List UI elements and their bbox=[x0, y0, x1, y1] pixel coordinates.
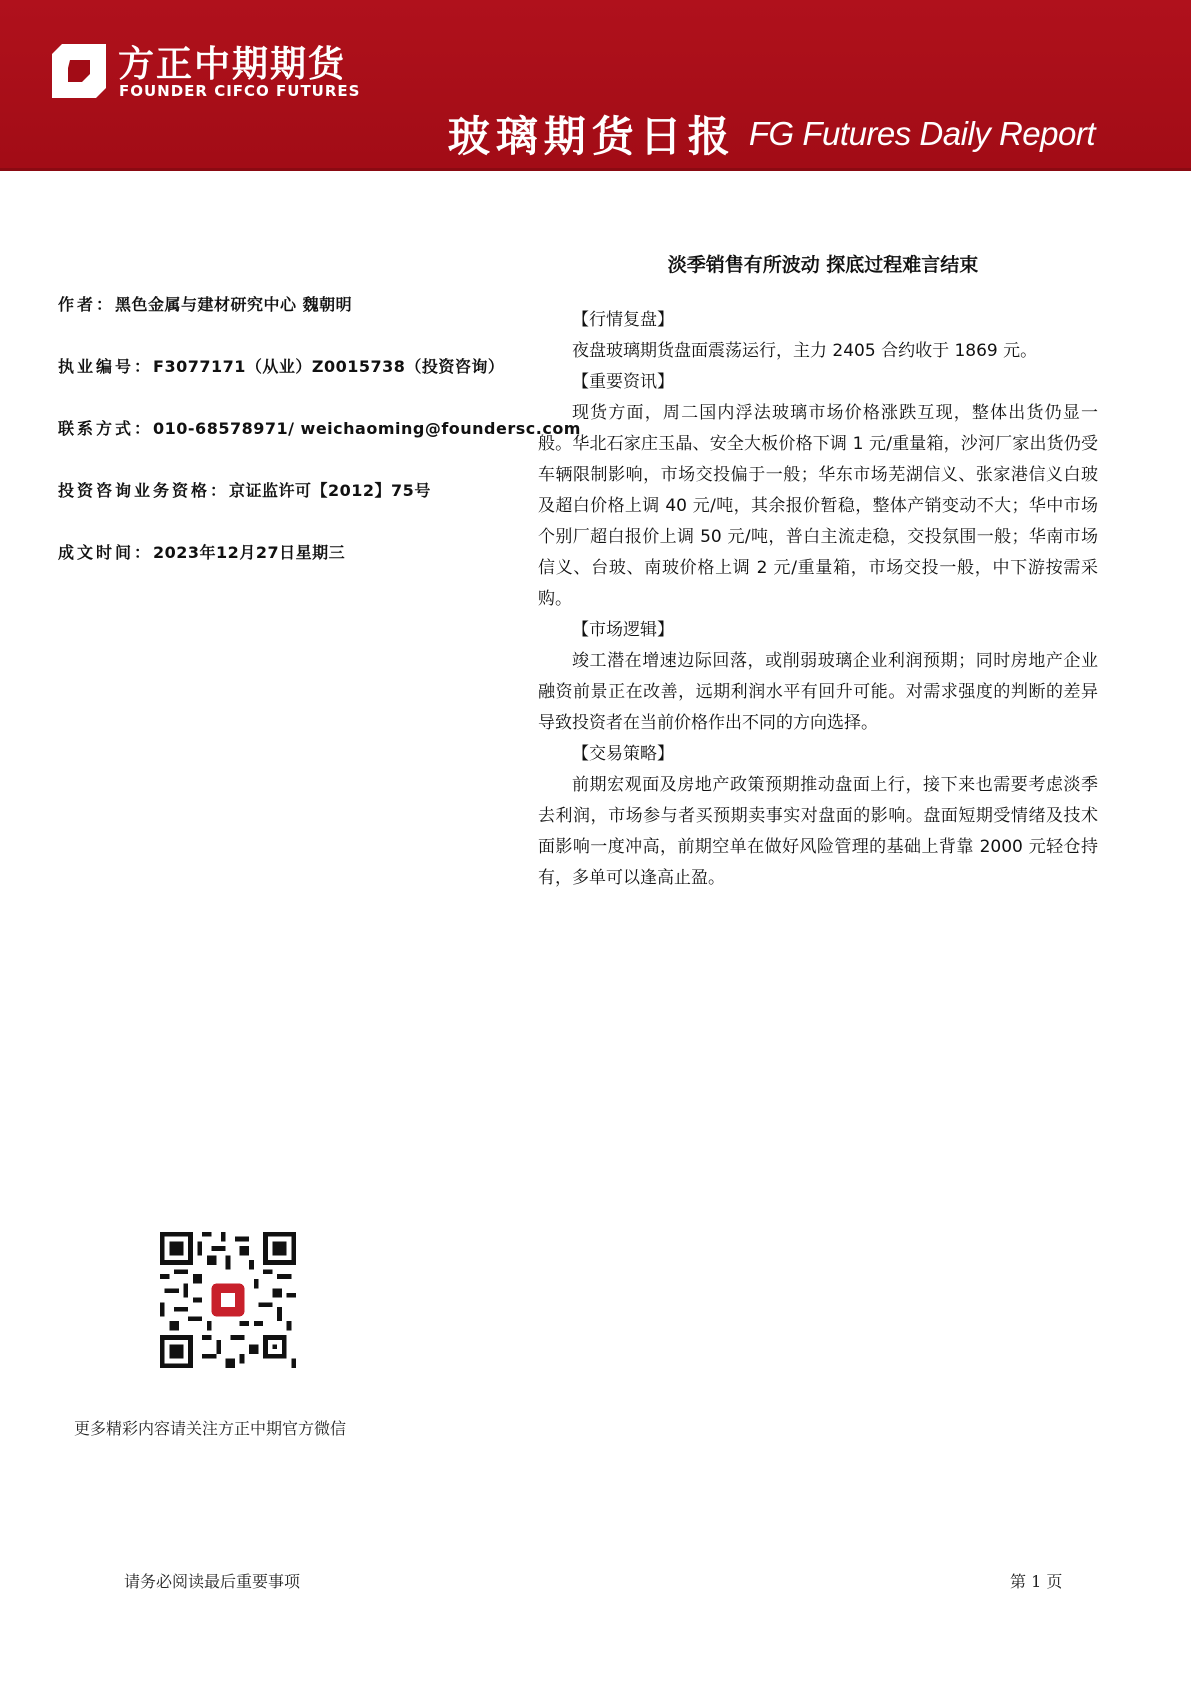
license-label: 执业编号： bbox=[58, 357, 154, 376]
article-body bbox=[538, 250, 1098, 894]
founder-logo-icon bbox=[48, 40, 110, 102]
report-title-cn: 玻璃期货日报 bbox=[447, 112, 736, 161]
contact-label: 联系方式： bbox=[58, 419, 154, 438]
qr-caption: 更多精彩内容请关注方正中期官方微信 bbox=[74, 1419, 347, 1438]
report-title bbox=[448, 104, 1095, 164]
section-paragraph: 现货方面，周二国内浮法玻璃市场价格涨跌互现，整体出货仍显一般。华北石家庄玉晶、安全大板价格下调 1 元/重量箱，沙河厂家出货仍受车辆限制影响，市场交投偏于一般；华东市场芜湖信义、张家港信义白玻及超白价格上调 40 元/吨，其余报价暂稳，整体产销变动不大；华中市场个别厂超白报价上调 50 元/吨，普白主流走稳，交投氛围一般；华南市场信义、台玻、南玻价格上调 2 元/重量箱，市场交投一般，中下游按需采购。 bbox=[538, 403, 1098, 609]
author-label: 作者： bbox=[58, 295, 116, 314]
footer-page-number: 第 1 页 bbox=[1010, 1572, 1063, 1591]
wechat-qr-code-icon[interactable] bbox=[160, 1232, 296, 1368]
section-heading: 【市场逻辑】 bbox=[572, 620, 674, 640]
license-value: F3077171（从业）Z0015738（投资咨询） bbox=[153, 357, 505, 376]
report-header bbox=[0, 0, 1191, 171]
logo-company-name-en: FOUNDER CIFCO FUTURES bbox=[119, 82, 361, 100]
date-line bbox=[58, 540, 528, 602]
qualification-value: 京证监许可【2012】75号 bbox=[229, 481, 431, 500]
footer-notice: 请务必阅读最后重要事项 bbox=[124, 1572, 301, 1591]
section-paragraph: 竣工潜在增速边际回落，或削弱玻璃企业利润预期；同时房地产企业融资前景正在改善，远期利润水平有回升可能。对需求强度的判断的差异导致投资者在当前价格作出不同的方向选择。 bbox=[538, 651, 1098, 733]
section-heading: 【重要资讯】 bbox=[572, 372, 674, 392]
report-title-en: FG Futures Daily Report bbox=[748, 115, 1095, 152]
article-title: 淡季销售有所波动 探底过程难言结束 bbox=[667, 254, 979, 276]
author-line bbox=[58, 292, 528, 354]
section-heading: 【行情复盘】 bbox=[572, 310, 674, 330]
section-paragraph: 夜盘玻璃期货盘面震荡运行，主力 2405 合约收于 1869 元。 bbox=[572, 341, 1038, 361]
qualification-line bbox=[58, 478, 528, 540]
section-heading: 【交易策略】 bbox=[572, 744, 674, 764]
section-paragraph: 前期宏观面及房地产政策预期推动盘面上行，接下来也需要考虑淡季去利润，市场参与者买预期卖事实对盘面的影响。盘面短期受情绪及技术面影响一度冲高，前期空单在做好风险管理的基础上背靠 2000 元轻仓持有，多单可以逢高止盈。 bbox=[538, 775, 1098, 888]
qualification-label: 投资咨询业务资格： bbox=[58, 481, 230, 500]
logo-company-name-cn: 方正中期期货 bbox=[118, 44, 347, 85]
license-line bbox=[58, 354, 528, 416]
date-label: 成文时间： bbox=[58, 543, 154, 562]
author-value: 黑色金属与建材研究中心 魏朝明 bbox=[115, 295, 353, 314]
date-value: 2023年12月27日星期三 bbox=[153, 543, 346, 562]
author-info-panel bbox=[58, 292, 581, 602]
contact-value[interactable]: 010-68578971/ weichaoming@foundersc.com bbox=[153, 419, 581, 438]
contact-line bbox=[58, 416, 581, 478]
